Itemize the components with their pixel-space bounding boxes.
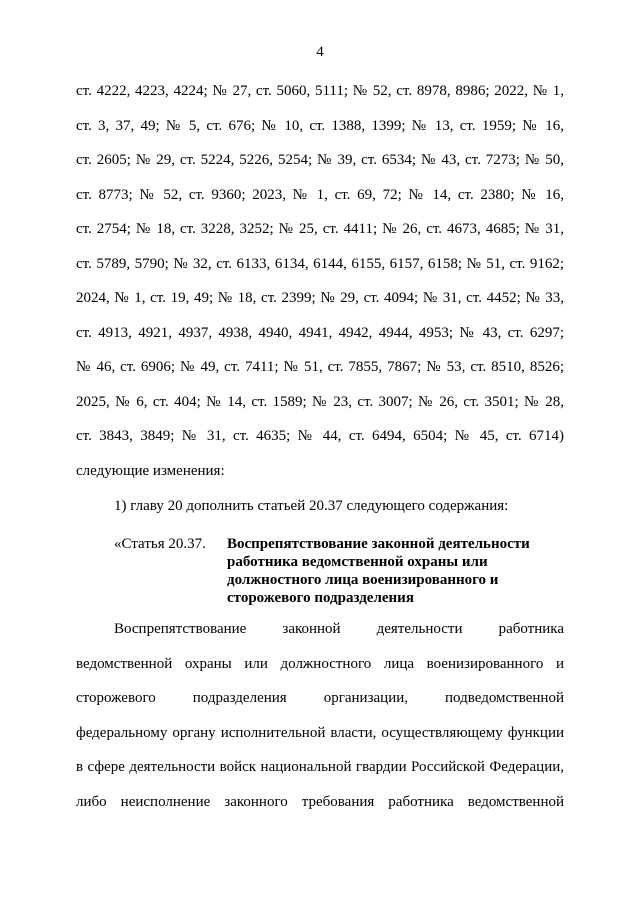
body-line: федеральному органу исполнительной власти, осуществляющему функции [76, 725, 564, 741]
intro-line: ст. 5789, 5790; № 32, ст. 6133, 6134, 6144, 6155, 6157, 6158; № 51, ст. 9162; [76, 256, 564, 272]
intro-line: ст. 4913, 4921, 4937, 4938, 4940, 4941, 4942, 4944, 4953; № 43, ст. 6297; [76, 325, 564, 341]
intro-line: 2024, № 1, ст. 19, 49; № 18, ст. 2399; № 29, ст. 4094; № 31, ст. 4452; № 33, [76, 290, 564, 306]
intro-line: ст. 2754; № 18, ст. 3228, 3252; № 25, ст. 4411; № 26, ст. 4673, 4685; № 31, [76, 221, 564, 237]
body-line: Воспрепятствование законной деятельности работника [114, 621, 564, 637]
intro-line: ст. 3, 37, 49; № 5, ст. 676; № 10, ст. 1388, 1399; № 13, ст. 1959; № 16, [76, 118, 564, 134]
body-line: либо неисполнение законного требования работника ведомственной [76, 794, 564, 810]
intro-line: 2025, № 6, ст. 404; № 14, ст. 1589; № 23, ст. 3007; № 26, ст. 3501; № 28, [76, 394, 564, 410]
intro-line: ст. 2605; № 29, ст. 5224, 5226, 5254; № 39, ст. 6534; № 43, ст. 7273; № 50, [76, 152, 564, 168]
body-line: сторожевого подразделения организации, подведомственной [76, 690, 564, 706]
article-title-line: Воспрепятствование законной деятельности [227, 536, 530, 552]
article-title-line: работника ведомственной охраны или [227, 554, 488, 570]
article-title-line: должностного лица военизированного и [227, 572, 499, 588]
intro-line: ст. 8773; № 52, ст. 9360; 2023, № 1, ст. 69, 72; № 14, ст. 2380; № 16, [76, 187, 564, 203]
intro-line: следующие изменения: [76, 463, 225, 479]
page-number: 4 [316, 44, 324, 60]
intro-line: ст. 4222, 4223, 4224; № 27, ст. 5060, 5111; № 52, ст. 8978, 8986; 2022, № 1, [76, 83, 564, 99]
body-line: ведомственной охраны или должностного лица военизированного и [76, 656, 564, 672]
body-line: в сфере деятельности войск национальной гвардии Российской Федерации, [76, 759, 564, 775]
article-title-line: сторожевого подразделения [227, 590, 414, 606]
intro-line: ст. 3843, 3849; № 31, ст. 4635; № 44, ст. 6494, 6504; № 45, ст. 6714) [76, 428, 564, 444]
intro-line: № 46, ст. 6906; № 49, ст. 7411; № 51, ст. 7855, 7867; № 53, ст. 8510, 8526; [76, 359, 564, 375]
item-1: 1) главу 20 дополнить статьей 20.37 следующего содержания: [114, 498, 509, 514]
article-title [227, 535, 547, 607]
article-label: «Статья 20.37. [114, 536, 206, 552]
